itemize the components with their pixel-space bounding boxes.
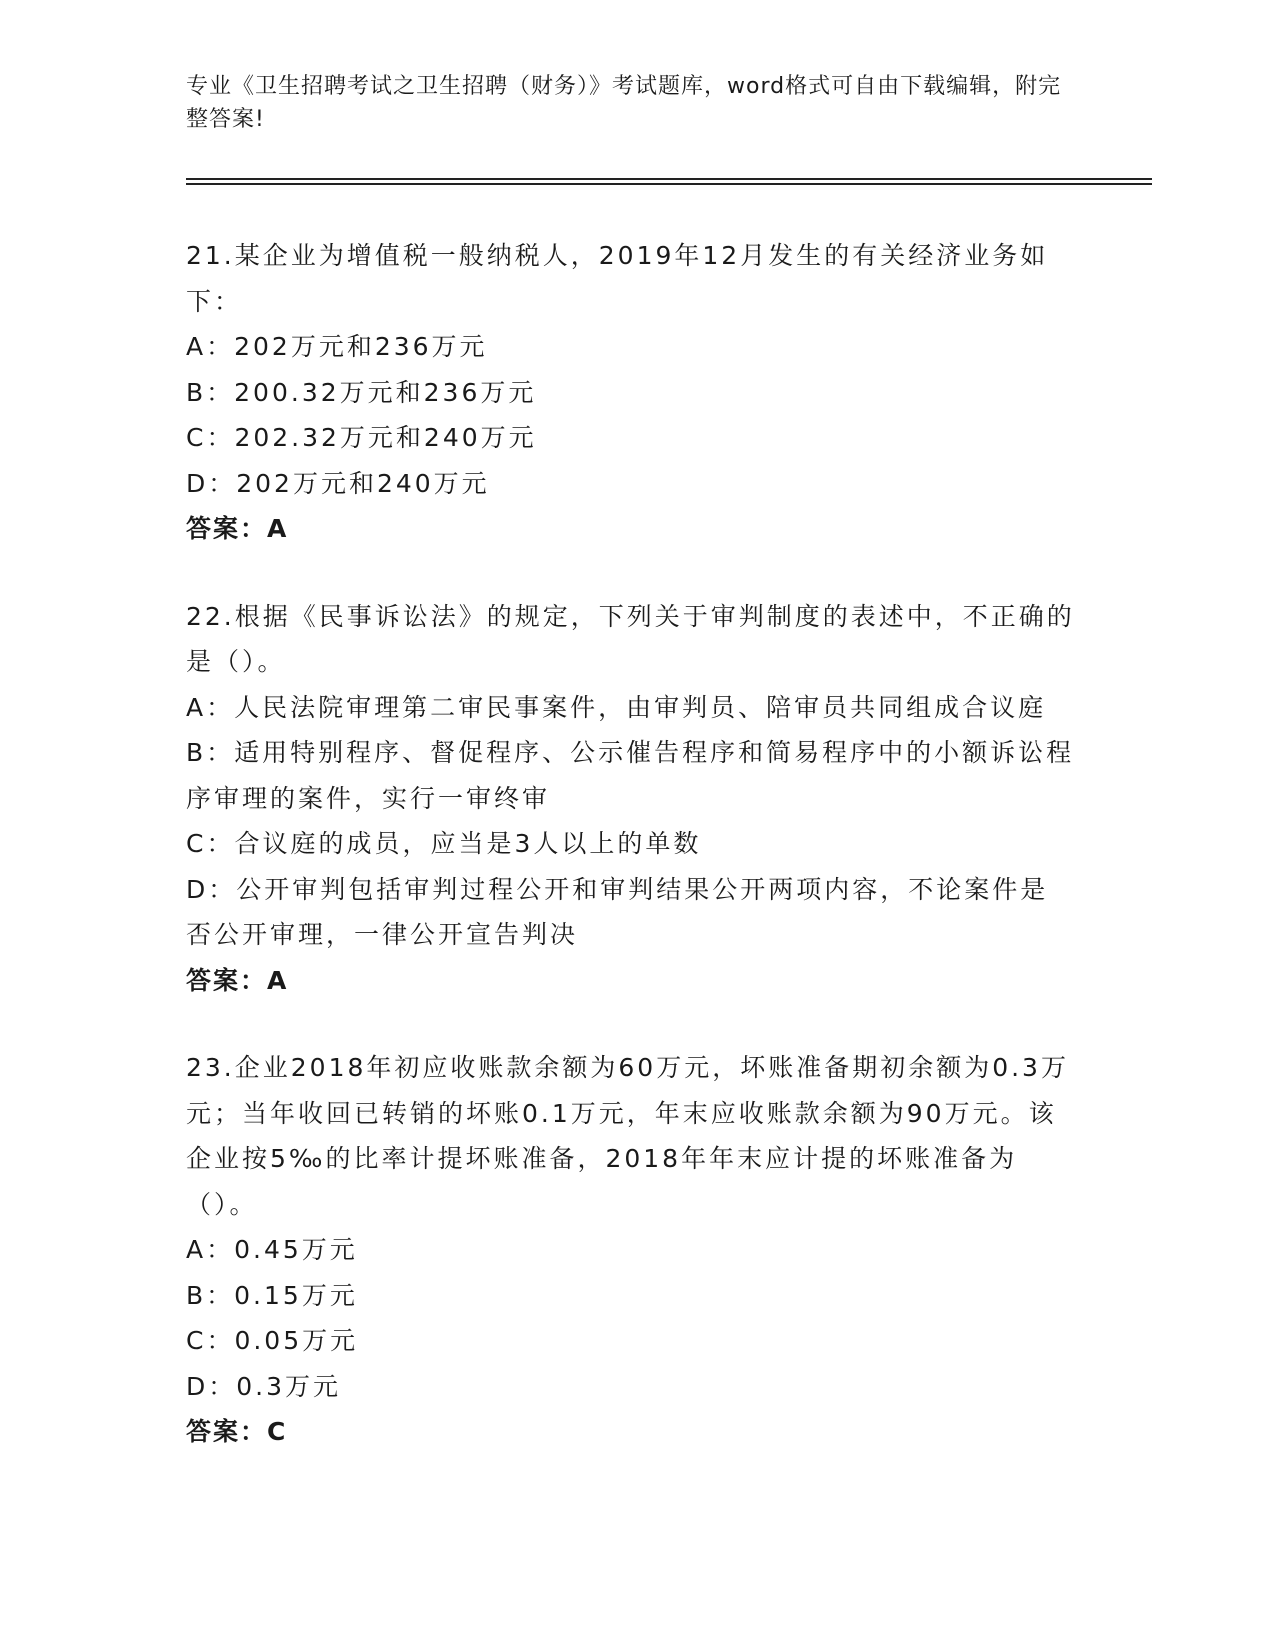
question-stem: 21.某企业为增值税一般纳税人，2019年12月发生的有关经济业务如下：: [186, 241, 1049, 316]
answer-label: 答案：C: [186, 1417, 288, 1446]
option-d: D：202万元和240万元: [186, 468, 490, 498]
option-c: C：202.32万元和240万元: [186, 423, 537, 452]
question-stem: 23.企业2018年初应收账款余额为60万元，坏账准备期初余额为0.3万元；当年收回已转销的坏账0.1万元，年末应收账款余额为90万元。该企业按5‰的比率计提坏账准备，2018年年末应计提的坏账准备为（）。: [186, 1053, 1069, 1219]
header-divider-top: [186, 178, 1152, 180]
question-list: [186, 233, 1076, 1497]
option-a: A：202万元和236万元: [186, 332, 488, 361]
option-c: C：0.05万元: [186, 1326, 359, 1355]
option-a: A：人民法院审理第二审民事案件，由审判员、陪审员共同组成合议庭: [186, 692, 1047, 722]
question-23: [186, 1045, 1076, 1455]
option-d: D：0.3万元: [186, 1371, 342, 1401]
option-d: D：公开审判包括审判过程公开和审判结果公开两项内容，不论案件是否公开审理，一律公开宣告判决: [186, 874, 1049, 949]
header-divider-bottom: [186, 183, 1152, 185]
question-stem: 22.根据《民事诉讼法》的规定，下列关于审判制度的表述中，不正确的是（）。: [186, 601, 1075, 676]
document-header: 专业《卫生招聘考试之卫生招聘（财务）》考试题库，word格式可自由下载编辑，附完整答案!: [186, 74, 1062, 132]
option-b: B：200.32万元和236万元: [186, 377, 537, 407]
answer-label: 答案：A: [186, 514, 289, 543]
option-b: B：0.15万元: [186, 1280, 358, 1310]
question-21: [186, 233, 1076, 552]
answer-label: 答案：A: [186, 965, 289, 995]
option-a: A：0.45万元: [186, 1235, 358, 1264]
option-c: C：合议庭的成员，应当是3人以上的单数: [186, 829, 702, 858]
question-22: [186, 594, 1076, 1004]
option-b: B：适用特别程序、督促程序、公示催告程序和简易程序中的小额诉讼程序审理的案件，实行一审终审: [186, 738, 1075, 813]
